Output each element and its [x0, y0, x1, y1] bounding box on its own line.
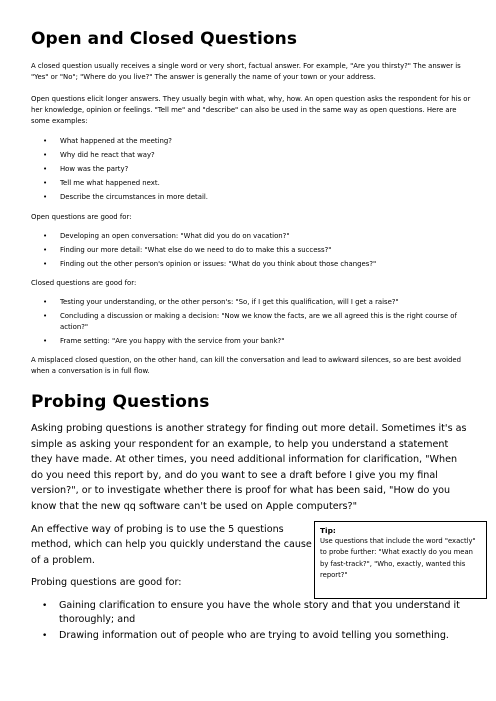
tip-box: [314, 521, 487, 599]
section-heading-probing: Probing Questions: [31, 392, 210, 412]
list-item: • Concluding a discussion or making a decision: "Now we know the facts, are we all agreed this is the right course of action?": [31, 311, 463, 333]
list-item: • Tell me what happened next.: [31, 178, 471, 189]
paragraph-probing-intro: Asking probing questions is another strategy for finding out more detail. Sometimes it's as simple as asking your respondent for an example, to help you understand a statement they have made. At other times, you need additional information for clarification, "When do you need this report by, and do you want to see a draft before I give you my final version?", or to investigate whether there is proof for what has been said, "How do you know that the new qq software can't be used on Apple computers?": [31, 423, 467, 512]
list-item: • Finding out the other person's opinion or issues: "What do you think about those changes?": [31, 259, 471, 270]
tip-title: Tip:: [320, 526, 336, 535]
paragraph-misplaced-closed: A misplaced closed question, on the other hand, can kill the conversation and lead to awkward silences, so are best avoided when a conversation is in full flow.: [31, 356, 461, 375]
list-item: • What happened at the meeting?: [31, 136, 471, 147]
list-item: • Frame setting: "Are you happy with the service from your bank?": [31, 336, 463, 347]
closed-good-for-list: [31, 297, 471, 347]
open-good-for-label: Open questions are good for:: [31, 213, 132, 221]
probing-good-for-list: [31, 599, 471, 644]
paragraph-five-questions: An effective way of probing is to use the 5 questions method, which can help you quickly understand the cause of a problem.: [31, 523, 312, 566]
list-item: • Why did he react that way?: [31, 150, 471, 161]
examples-list: [31, 136, 471, 203]
paragraph-open-question: Open questions elicit longer answers. They usually begin with what, why, how. An open question asks the respondent for his or her knowledge, opinion or feelings. "Tell me" and "describe" can also be used in the same way as open questions. Here are some examples:: [31, 95, 471, 125]
paragraph-closed-question: A closed question usually receives a single word or very short, factual answer. For example, "Are you thirsty?" The answer is "Yes" or "No"; "Where do you live?" The answer is generally the name of your town or your address.: [31, 62, 461, 81]
list-item: • Describe the circumstances in more detail.: [31, 192, 471, 203]
list-item: • Drawing information out of people who are trying to avoid telling you something.: [31, 629, 471, 643]
list-item: • Developing an open conversation: "What did you do on vacation?": [31, 231, 471, 242]
list-item: • Testing your understanding, or the other person's: "So, if I get this qualification, will I get a raise?": [31, 297, 463, 308]
section-heading-open-closed: Open and Closed Questions: [31, 29, 298, 49]
closed-good-for-label: Closed questions are good for:: [31, 279, 137, 287]
list-item: • How was the party?: [31, 164, 471, 175]
list-item: • Finding our more detail: "What else do we need to do to make this a success?": [31, 245, 471, 256]
list-item: • Gaining clarification to ensure you have the whole story and that you understand it thoroughly; and: [31, 599, 471, 627]
open-good-for-list: [31, 231, 471, 270]
probing-good-for-label: Probing questions are good for:: [31, 577, 182, 589]
tip-text: Use questions that include the word "exactly" to probe further: "What exactly do you mean by fast-track?", "Who, exactly, wanted this report?": [320, 537, 476, 579]
